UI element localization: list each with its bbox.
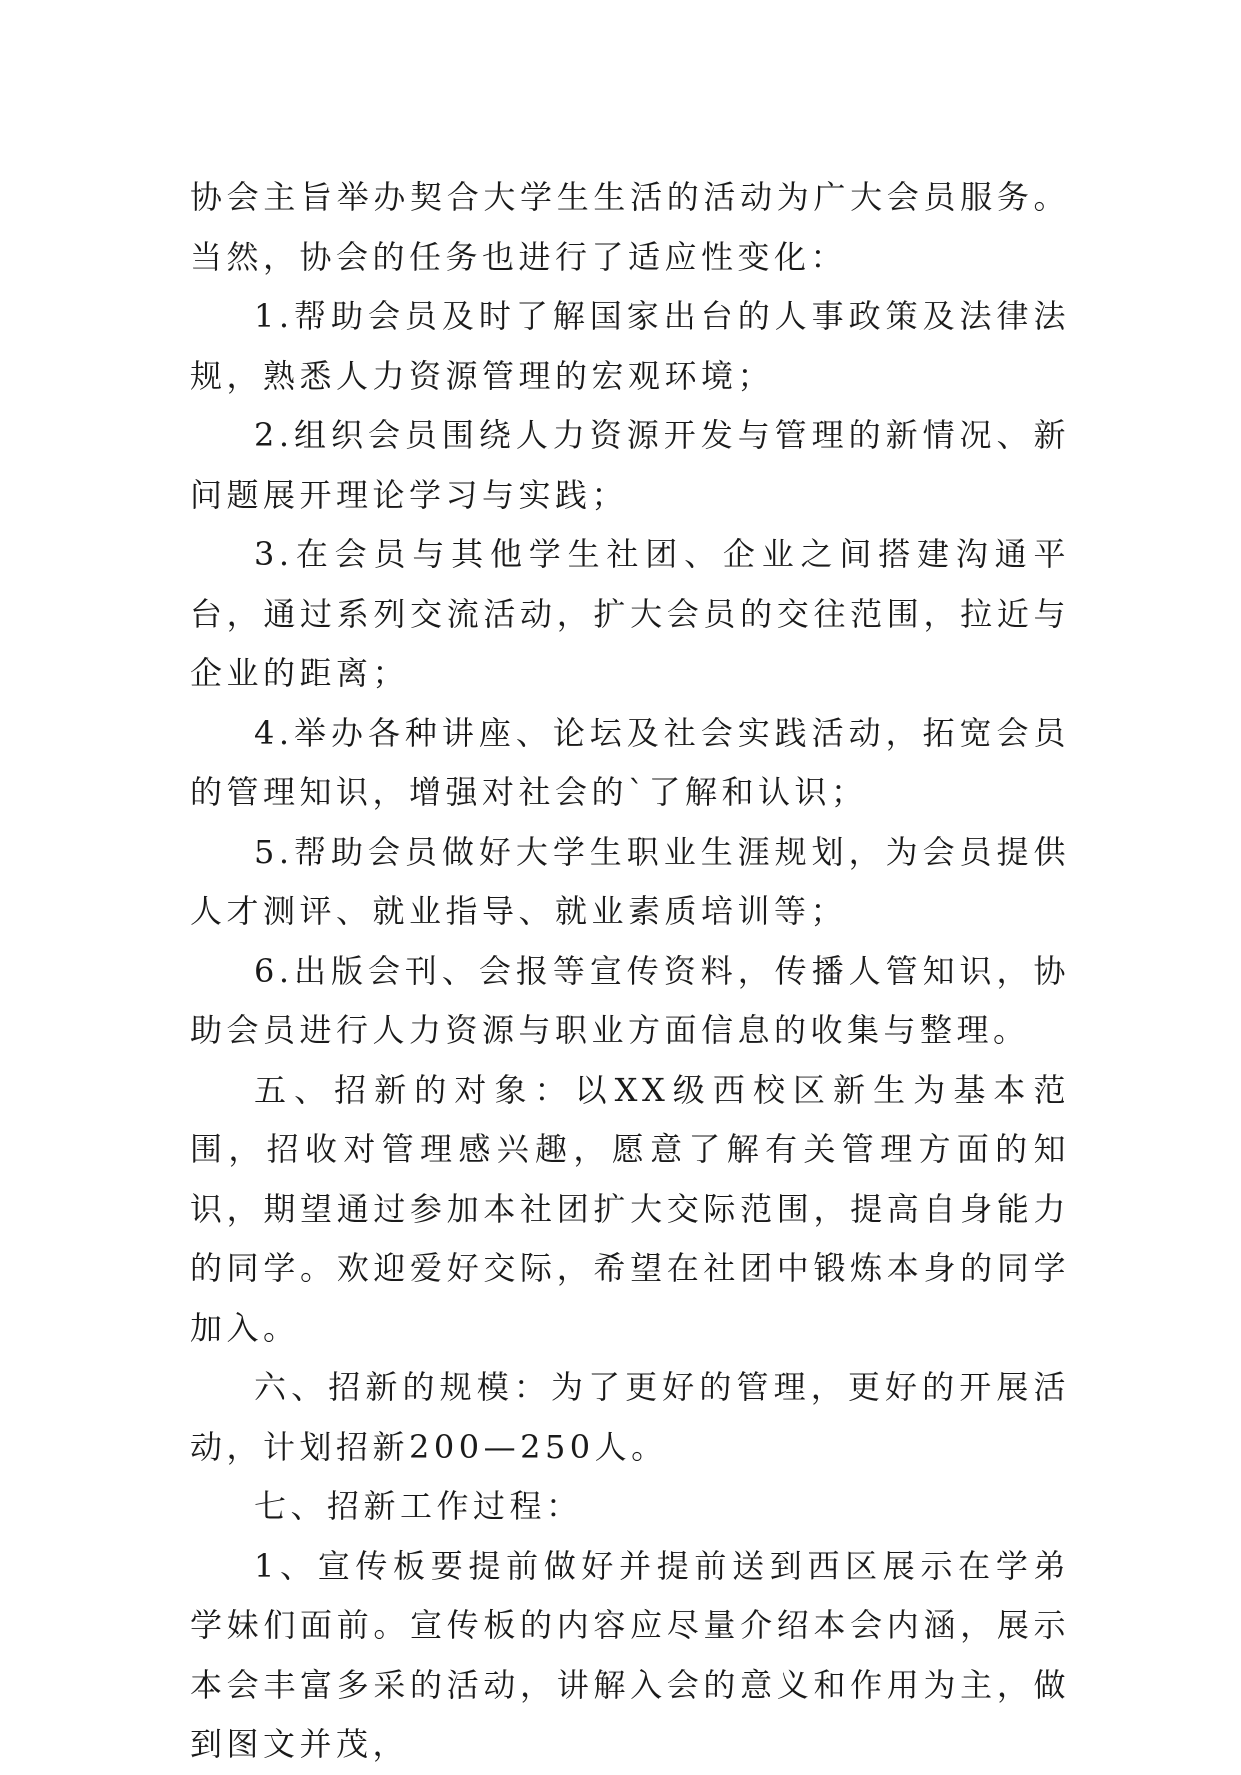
- paragraph-section-5: 五、招新的对象：以XX级西校区新生为基本范围，招收对管理感兴趣，愿意了解有关管理方面的知识，期望通过参加本社团扩大交际范围，提高自身能力的同学。欢迎爱好交际，希望在社团中锻炼本身的同学加入。: [190, 1070, 1070, 1347]
- paragraph-section-7: 七、招新工作过程：: [254, 1487, 583, 1525]
- paragraph-section-6: 六、招新的规模：为了更好的管理，更好的开展活动，计划招新200—250人。: [190, 1368, 1070, 1466]
- paragraph-item-1: 1.帮助会员及时了解国家出台的人事政策及法律法规，熟悉人力资源管理的宏观环境；: [190, 297, 1070, 395]
- paragraph-item-2: 2.组织会员围绕人力资源开发与管理的新情况、新问题展开理论学习与实践；: [190, 416, 1070, 514]
- paragraph-item-4: 4.举办各种讲座、论坛及社会实践活动，拓宽会员的管理知识，增强对社会的`了解和认识；: [190, 713, 1070, 811]
- paragraph-process-1: 1、宣传板要提前做好并提前送到西区展示在学弟学妹们面前。宣传板的内容应尽量介绍本会内涵，展示本会丰富多采的活动，讲解入会的意义和作用为主，做到图文并茂，: [190, 1546, 1070, 1763]
- document-body: [190, 168, 1070, 1775]
- paragraph-item-6: 6.出版会刊、会报等宣传资料，传播人管知识，协助会员进行人力资源与职业方面信息的收集与整理。: [190, 951, 1070, 1049]
- paragraph-intro: 协会主旨举办契合大学生生活的活动为广大会员服务。当然，协会的任务也进行了适应性变化：: [190, 178, 1070, 276]
- paragraph-item-3: 3.在会员与其他学生社团、企业之间搭建沟通平台，通过系列交流活动，扩大会员的交往范围，拉近与企业的距离；: [190, 535, 1070, 692]
- paragraph-item-5: 5.帮助会员做好大学生职业生涯规划，为会员提供人才测评、就业指导、就业素质培训等；: [190, 832, 1070, 930]
